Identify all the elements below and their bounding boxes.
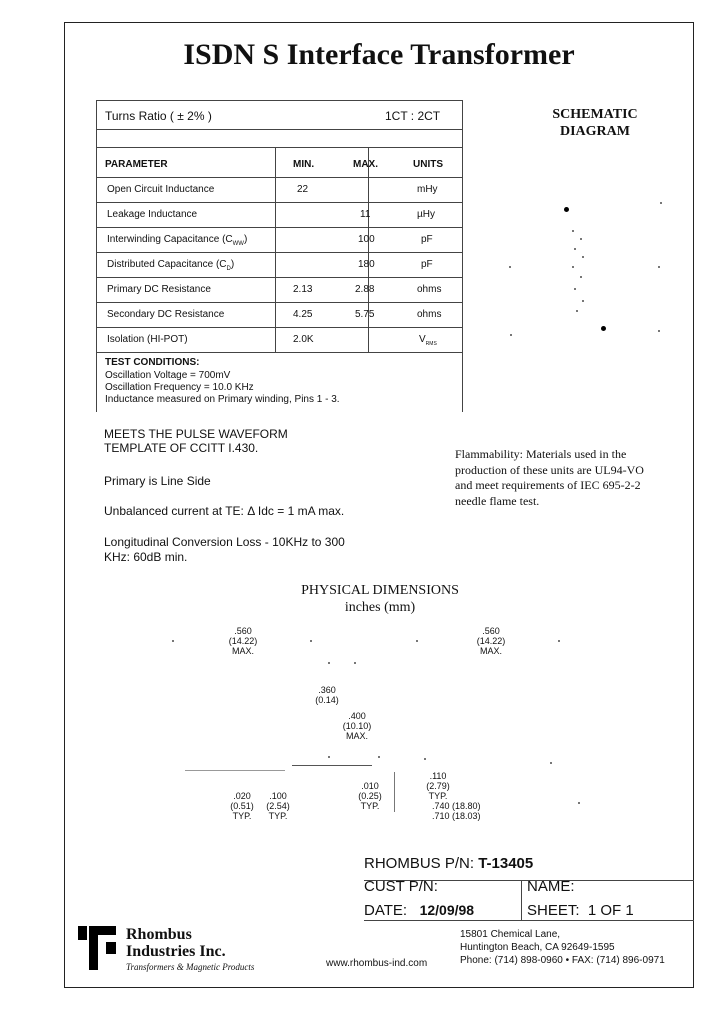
rhombus-logo-icon — [78, 926, 120, 970]
table-row-units: pF — [421, 259, 433, 270]
dimension-label: .400 (10.10) MAX. — [342, 711, 372, 741]
turns-ratio-value: 1CT : 2CT — [385, 109, 441, 123]
table-row-param: Secondary DC Resistance — [107, 309, 225, 320]
table-row-max: 100 — [358, 234, 375, 245]
name-label: NAME: — [527, 878, 575, 895]
test-condition-2: Oscillation Frequency = 10.0 KHz — [105, 382, 254, 393]
table-row-param: Open Circuit Inductance — [107, 184, 215, 195]
col-header-max: MAX. — [353, 159, 378, 170]
cust-pn-label: CUST P/N: — [364, 878, 438, 895]
table-row-param: Interwinding Capacitance $(C_{WW})$ — [107, 234, 248, 247]
table-row-param: Leakage Inductance — [107, 209, 198, 220]
company-tagline: Transformers & Magnetic Products — [126, 962, 255, 972]
dimension-label: .100 (2.54) TYP. — [266, 791, 290, 821]
table-row-max: 2.88 — [355, 284, 375, 295]
table-row-units: ohms — [417, 284, 442, 295]
meets-note: MEETS THE PULSE WAVEFORM TEMPLATE OF CCITT I.430. — [104, 427, 288, 455]
table-row-units: µHy — [417, 209, 435, 220]
table-row-units: mHy — [417, 184, 438, 195]
dimension-label: .020 (0.51) TYP. — [230, 791, 254, 821]
dimension-label: .010 (0.25) TYP. — [358, 781, 382, 811]
unbalanced-note: Unbalanced current at TE: Δ Idc = 1 mA max. — [104, 504, 345, 518]
flammability-note: Flammability: Materials used in the production of these units are UL94-VO and meet requirements of IEC 695-2-2 needle flame test. — [455, 447, 644, 508]
table-row-units: pF — [421, 234, 433, 245]
table-row-units: $V_{RMS}$ — [419, 334, 437, 347]
schematic-diagram — [500, 190, 680, 350]
turns-ratio-label: Turns Ratio ( ± 2% ) — [105, 109, 212, 123]
company-address: 15801 Chemical Lane, Huntington Beach, CA 92649-1595 Phone: (714) 898-0960 • FAX: (714) 896-0971 — [460, 929, 665, 966]
spec-table — [96, 100, 463, 412]
test-condition-1: Oscillation Voltage = 700mV — [105, 370, 231, 381]
table-row-param: Isolation (HI-POT) — [107, 334, 188, 345]
table-row-max: 11 — [360, 209, 371, 220]
table-row-units: ohms — [417, 309, 442, 320]
table-row-max: 5.75 — [355, 309, 375, 320]
company-website[interactable]: www.rhombus-ind.com — [326, 958, 428, 969]
schematic-heading: SCHEMATIC DIAGRAM — [552, 107, 638, 139]
table-row-min: 2.13 — [293, 284, 313, 295]
table-row-max: 180 — [358, 259, 375, 270]
test-conditions-heading: TEST CONDITIONS: — [105, 357, 200, 368]
primary-note: Primary is Line Side — [104, 474, 211, 488]
table-row-param: Distributed Capacitance $(C_D)$ — [107, 259, 235, 272]
page-title: ISDN S Interface Transformer — [183, 38, 575, 71]
company-name: Rhombus Industries Inc. — [126, 926, 226, 960]
sheet-field: SHEET: 1 OF 1 — [527, 902, 634, 919]
table-row-min: 22 — [297, 184, 309, 195]
dimension-label: .740 (18.80) .710 (18.03) — [432, 801, 481, 821]
col-header-parameter: PARAMETER — [105, 159, 168, 170]
conversion-loss-note: Longitudinal Conversion Loss - 10KHz to 300 KHz: 60dB min. — [104, 535, 345, 564]
dimension-label: .360 (0.14) — [315, 685, 339, 705]
part-number: RHOMBUS P/N: T-13405 — [364, 855, 534, 872]
date-field: DATE: 12/09/98 — [364, 902, 475, 919]
table-row-min: 2.0K — [293, 334, 314, 345]
table-row-min: 4.25 — [293, 309, 313, 320]
col-header-min: MIN. — [293, 159, 315, 170]
physical-dimensions-heading: PHYSICAL DIMENSIONS inches (mm) — [301, 583, 459, 615]
table-row-param: Primary DC Resistance — [107, 284, 211, 295]
rhombus-logo — [78, 926, 120, 970]
dimension-label: .560 (14.22) MAX. — [476, 626, 506, 656]
col-header-units: UNITS — [413, 159, 443, 170]
test-condition-3: Inductance measured on Primary winding, Pins 1 - 3. — [105, 394, 340, 405]
dimension-label: .560 (14.22) MAX. — [228, 626, 258, 656]
dimension-label: .110 (2.79) TYP. — [426, 771, 450, 801]
